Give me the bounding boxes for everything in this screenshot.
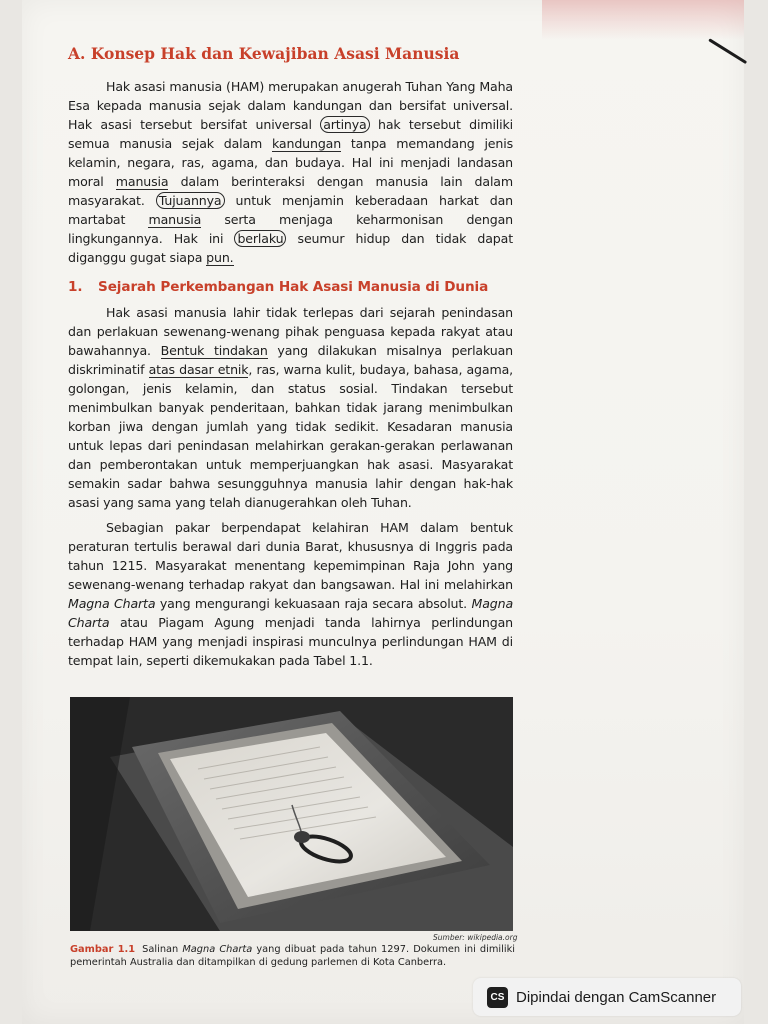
image-source: Sumber: wikipedia.org bbox=[433, 933, 518, 942]
text-content bbox=[68, 44, 513, 670]
italic-term: Magna Charta bbox=[68, 596, 514, 630]
underlined-word: atas dasar etnik bbox=[148, 362, 249, 377]
text-run: atau Piagam Agung menjadi tanda lahirnya perlindungan terhadap HAM yang menjadi inspirasi munculnya perlindungan HAM di tempat lain, seperti dikemukakan pada Tabel 1.1. bbox=[68, 615, 513, 668]
pen-mark bbox=[708, 38, 747, 64]
underlined-word: manusia bbox=[115, 174, 169, 189]
section-a-heading bbox=[68, 44, 513, 63]
wax-seal bbox=[294, 831, 310, 843]
text-run: , ras, warna kulit, budaya, bahasa, agama, golongan, jenis kelamin, dan status sosial. Tindakan tersebut menimbulkan banyak penderitaan, bahkan tidak jarang menimbulkan korban jiwa dengan jumlah yang tidak sedikit. Kesadaran manusia untuk lepas dari penindasan melahirkan gerakan-gerakan perlawanan dan pemberontakan untuk memperjuangkan hak asasi. Masyarakat semakin sadar bahwa sesungguhnya manusia lahir dengan hak-hak asasi yang sama yang telah dianugerahkan oleh Tuhan. bbox=[68, 362, 514, 510]
underlined-word: manusia bbox=[148, 212, 202, 227]
text-run: yang dilakukan misalnya perlakuan diskriminatif bbox=[68, 343, 513, 377]
text-run: Hak asasi manusia (HAM) merupakan anugerah Tuhan Yang Maha Esa kepada manusia sejak dalam kandungan dan bersifat universal. Hak asasi tersebut bersifat universal bbox=[68, 79, 513, 132]
text-run: untuk menjamin keberadaan harkat dan martabat bbox=[68, 193, 514, 227]
underlined-word: Bentuk tindakan bbox=[160, 343, 268, 358]
caption-italic: Magna Charta bbox=[182, 944, 253, 955]
circled-word: berlaku bbox=[234, 230, 286, 247]
text-run: Sebagian pakar berpendapat kelahiran HAM dalam bentuk peraturan tertulis berawal dari dunia Barat, khususnya di Inggris pada tahun 1215. Masyarakat menentang kepemimpinan Raja John yang sewenang-wenang terhadap rakyat dan bangsawan. Hal ini melahirkan bbox=[68, 520, 513, 592]
paragraph-ham-concept bbox=[68, 77, 513, 267]
text-run: Hak asasi manusia lahir tidak terlepas dari sejarah penindasan dan perlakuan sewenang-wenang pihak penguasa kepada rakyat atau bawahannya. bbox=[68, 305, 513, 358]
circled-word: Tujuannya bbox=[156, 192, 225, 209]
text-run: yang mengurangi kekuasaan raja secara absolut. bbox=[155, 596, 472, 611]
underlined-word: kandungan bbox=[272, 136, 342, 151]
text-run: seumur hidup dan tidak dapat diganggu gugat siapa bbox=[68, 231, 513, 265]
section-1-title: Sejarah Perkembangan Hak Asasi Manusia di Dunia bbox=[98, 279, 489, 295]
camscanner-watermark bbox=[473, 978, 741, 1016]
section-1-heading bbox=[68, 279, 513, 295]
paragraph-magna-charta bbox=[68, 518, 513, 670]
magna-charta-photo bbox=[70, 697, 513, 931]
text-run: tanpa memandang jenis kelamin, negara, ras, agama, dan budaya. Hal ini menjadi landasan moral bbox=[68, 136, 513, 189]
circled-word: artinya bbox=[320, 116, 369, 133]
magna-charta-illustration bbox=[70, 697, 513, 931]
italic-term: Magna Charta bbox=[68, 596, 156, 611]
camscanner-logo-icon: CS bbox=[487, 987, 508, 1008]
section-a-letter: A. bbox=[68, 44, 86, 63]
text-run: dalam berinteraksi dengan manusia lain dalam masyarakat. bbox=[68, 174, 513, 208]
section-1-number: 1. bbox=[68, 279, 83, 295]
section-a-title: Konsep Hak dan Kewajiban Asasi Manusia bbox=[90, 44, 460, 63]
paragraph-ham-history bbox=[68, 303, 513, 512]
text-run: serta menjaga keharmonisan dengan lingkungannya. Hak ini bbox=[68, 212, 513, 246]
underlined-word: pun. bbox=[206, 250, 234, 265]
caption-label: Gambar 1.1 bbox=[70, 944, 136, 955]
figure-caption bbox=[70, 943, 515, 969]
text-run: hak tersebut dimiliki semua manusia sejak dalam bbox=[68, 117, 513, 151]
camscanner-text: Dipindai dengan CamScanner bbox=[516, 988, 717, 1006]
caption-text: Salinan bbox=[138, 944, 183, 955]
caption-text: yang dibuat pada tahun 1297. Dokumen ini dimiliki pemerintah Australia dan ditampilkan di gedung parlemen di Kota Canberra. bbox=[70, 944, 515, 968]
page-stain bbox=[542, 0, 744, 40]
